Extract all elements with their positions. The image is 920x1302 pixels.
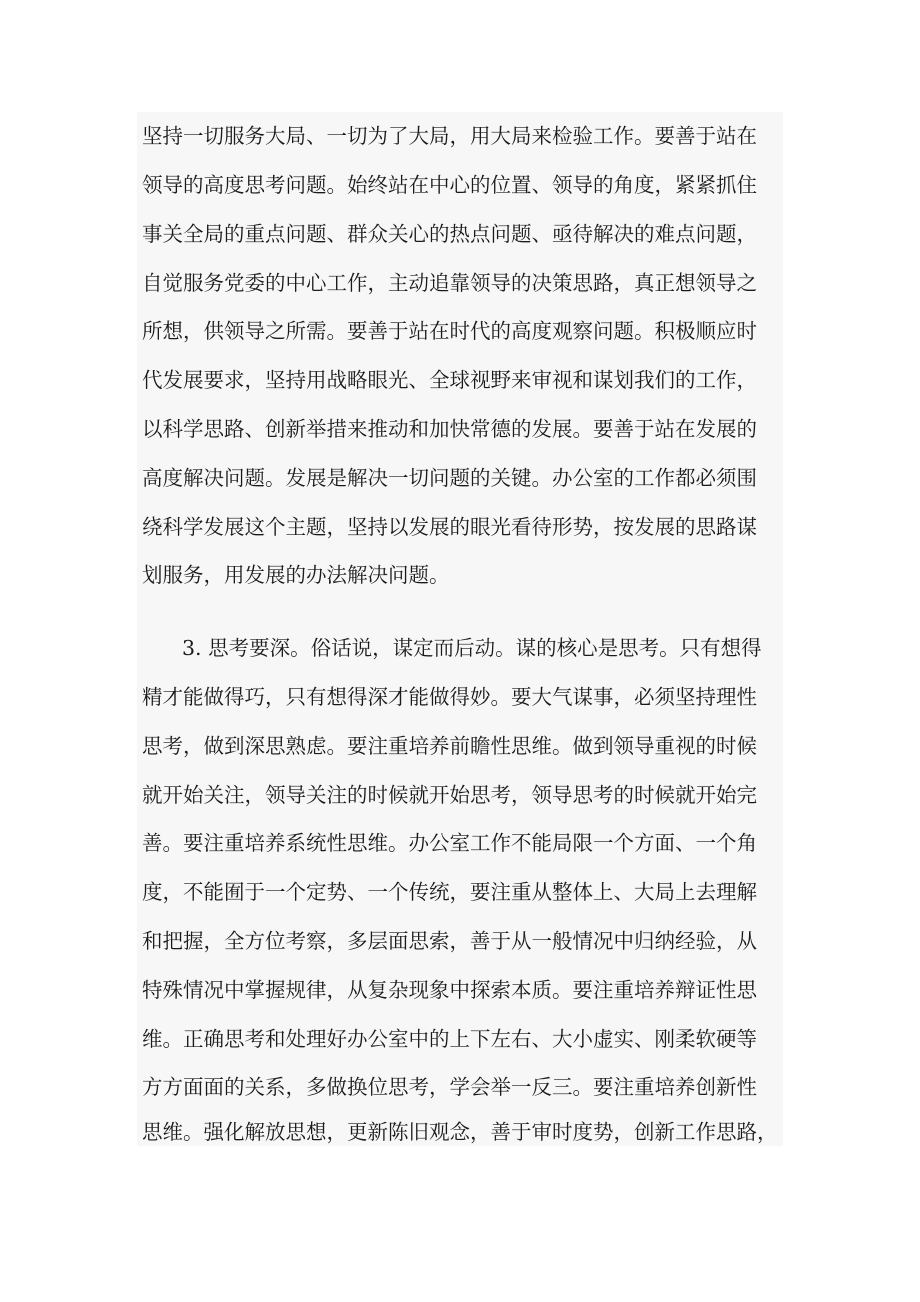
paragraph-2-line: 方方面面的关系，多做换位思考，学会举一反三。要注重培养创新性: [142, 1075, 757, 1099]
paragraph-2-line: 精才能做得巧，只有想得深才能做得妙。要大气谋事，必须坚持理性: [142, 685, 757, 709]
paragraph-1-line: 事关全局的重点问题、群众关心的热点问题、亟待解决的难点问题，: [142, 222, 757, 246]
paragraph-1-line: 代发展要求，坚持用战略眼光、全球视野来审视和谋划我们的工作，: [142, 368, 757, 392]
paragraph-2-line: 和把握，全方位考察，多层面思索，善于从一般情况中归纳经验，从: [142, 929, 757, 953]
paragraph-2-line: 维。正确思考和处理好办公室中的上下左右、大小虚实、刚柔软硬等: [142, 1027, 757, 1051]
paragraph-2-line: 思考，做到深思熟虑。要注重培养前瞻性思维。做到领导重视的时候: [142, 734, 757, 758]
paragraph-1-line: 以科学思路、创新举措来推动和加快常德的发展。要善于站在发展的: [142, 417, 757, 441]
paragraph-1-line: 自觉服务党委的中心工作，主动追靠领导的决策思路，真正想领导之: [142, 271, 757, 295]
paragraph-2-line: 度，不能囿于一个定势、一个传统，要注重从整体上、大局上去理解: [142, 880, 757, 904]
paragraph-2-line: 善。要注重培养系统性思维。办公室工作不能局限一个方面、一个角: [142, 831, 757, 855]
paragraph-2-line: 特殊情况中掌握规律，从复杂现象中探索本质。要注重培养辩证性思: [142, 978, 757, 1002]
paragraph-1-line: 坚持一切服务大局、一切为了大局，用大局来检验工作。要善于站在: [142, 124, 757, 148]
paragraph-2-line: 3. 思考要深。俗话说，谋定而后动。谋的核心是思考。只有想得: [182, 636, 762, 660]
paragraph-2-line: 就开始关注，领导关注的时候就开始思考，领导思考的时候就开始完: [142, 783, 757, 807]
paragraph-1-line: 划服务，用发展的办法解决问题。: [142, 563, 450, 587]
paragraph-1-line: 所想，供领导之所需。要善于站在时代的高度观察问题。积极顺应时: [142, 319, 757, 343]
paragraph-2-line: 思维。强化解放思想，更新陈旧观念，善于审时度势，创新工作思路，: [142, 1120, 778, 1144]
paragraph-1-line: 高度解决问题。发展是解决一切问题的关键。办公室的工作都必须围: [142, 466, 757, 490]
paragraph-1-line: 领导的高度思考问题。始终站在中心的位置、领导的角度，紧紧抓住: [142, 173, 757, 197]
paragraph-1-line: 绕科学发展这个主题，坚持以发展的眼光看待形势，按发展的思路谋: [142, 515, 757, 539]
